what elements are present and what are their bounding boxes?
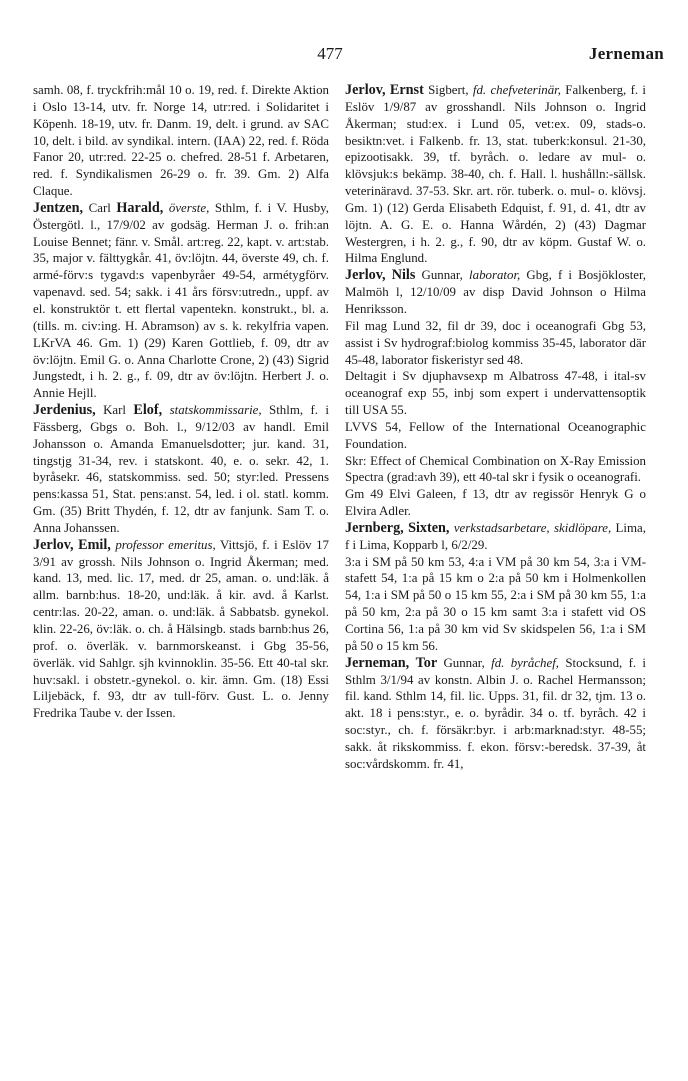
- entry-paragraph: Deltagit i Sv djuphavsexp m Albatross 47-48, i ital-sv oceanograf exp 55, inbj som expert i undervattensoptik till USA 55.: [345, 369, 646, 418]
- entry-callname: Elof,: [133, 402, 163, 419]
- entry-title-prefix: Sigbert,: [423, 83, 473, 97]
- entry-jerlov-ernst: [345, 82, 646, 267]
- entry-title-prefix: Gunnar,: [437, 655, 492, 670]
- entry-paragraph: 3:a i SM på 50 km 53, 4:a i VM på 30 km 54, 3:a i VM-stafett 54, 1:a på 15 km o 2:a på 50 km i Holmenkollen 54, 1:a i SM på 50 o 15 km 55, 2:a i SM på 30 km 55, 1:a på 50 km, 2:a på 30 o 15 km samt 3:a i stafett vid OS Cortina 56, 1:a på 30 km vid Sv skidspelen 56, 1:a i SM på 50 o 15 km 56.: [345, 554, 646, 653]
- entry-title-prefix: Gunnar,: [415, 268, 470, 283]
- entry-callname: Ernst: [389, 82, 424, 98]
- entry-text: samh. 08, f. tryckfrih:mål 10 o. 19, red. f. Direkte Aktion i Oslo 13-14, utv. fr. Norge 14, utr:red. i Solidaritet i Köpenh. 18-19, utv. fr. Danm. 19, delt. i grund. av SAC 10, delt. i bild. av syndikal. intern. (IAA) 22, red. f. Röda Fanor 20, utr:red. 22-25 o. chefred. 28-51 f. Arbetaren, red. f. Syndikalismen 26-29 o. fr. 39. Gm. 2) Alfa Claque.: [33, 83, 329, 199]
- entry-title: professor emeritus,: [110, 537, 216, 552]
- entry-callname: Emil,: [78, 536, 111, 553]
- entry-headword: Jerdenius,: [33, 402, 96, 419]
- entry-headword: Jentzen,: [33, 199, 84, 216]
- entry-jerneman: [345, 655, 646, 773]
- entry-text: Sthlm, f. i V. Husby, Östergötl. l., 17/9/02 av godsäg. Herman J. o. frih:an Louise Bennet; fänr. v. Smål. art:reg. 22, kapt. v. art:stab. 35, major v. fälttygkår. 41, öv:löjtn. 44, överste 49, ch. f. armé-förv:s tygavd:s vapenbyråer 49-54, armétygförv. vapenavd. sed. 54; sakk. i 41 års försv:utredn., uppf. av el. konstruktör t. ett flertal vapentekn. konstrukt., bl. a. (tills. m. civ:ing. H. Abramson) av s. k. rekylfria vapen. LKrVA 46. Gm. 1) (29) Karen Gottlieb, f. 09, dtr av öv:löjtn. Emil G. o. Anna Charlotte Crone, 2) (43) Sigrid Jungstedt, i h. 2. g., f. 09, dtr av öv:löjtn. Herbert J. o. Annie Hejll.: [33, 200, 330, 401]
- entry-title: statskommissarie,: [162, 403, 262, 418]
- entry-headword: Jernberg,: [345, 519, 404, 536]
- entry-headword: Jerlov,: [33, 536, 74, 553]
- entry-jentzen: [33, 200, 329, 402]
- entry-headword: Jerlov,: [345, 267, 386, 284]
- running-head: Jerneman: [588, 44, 664, 63]
- entry-paragraph: Skr: Effect of Chemical Combination on X-Ray Emission Spectra (grad:avh 39), ett 40-tal skr i fysik o oceanografi.: [345, 453, 646, 485]
- entry-title: laborator,: [469, 268, 521, 283]
- entry-headword: Jerlov,: [345, 82, 386, 98]
- left-column: [33, 82, 329, 722]
- entry-jernberg: [345, 520, 646, 554]
- entry-jerlov-emil: [33, 537, 329, 722]
- entry-continuation: [33, 82, 329, 200]
- entry-paragraph: Gm 49 Elvi Galeen, f 13, dtr av regissör Henryk G o Elvira Adler.: [345, 487, 646, 519]
- entry-callname: Harald,: [116, 199, 164, 216]
- entry-paragraph: LVVS 54, Fellow of the International Oceanographic Foundation.: [345, 419, 646, 451]
- entry-text: Sthlm, f. i Fässberg, Gbgs o. Boh. l., 9/12/03 av handl. Emil Johansson o. Amanda Emanuelsdotter; jur. kand. 31, tingstjg 31-34, rev. i statskont. 40, e. o. sekr. 42, 1. byråsekr. 46, statskommiss. sed. 50; styr:led. Pressens pens:kassa 51, Stat. pens:anst. 54, led. i ol. statl. komm. Gm. (35) Britt Thydén, f. 12, dtr av fanjunk. Sam T. o. Anna Johanssen.: [33, 403, 329, 535]
- entry-jerlov-nils: [345, 267, 646, 318]
- entry-text: Lima, f i Lima, Kopparb l, 6/2/29.: [345, 520, 646, 552]
- entry-headword: Jerneman,: [345, 654, 410, 671]
- entry-forenames: Carl: [83, 200, 117, 215]
- entry-callname: Tor: [415, 654, 438, 671]
- page-header: [0, 44, 688, 74]
- entry-paragraph: Fil mag Lund 32, fil dr 39, doc i oceanografi Gbg 53, assist i Sv hydrograf:biolog kommiss 35-45, laborator där 45-48, laborator fiskeristyr sed 48.: [345, 318, 646, 367]
- entry-title: fd. chefveterinär,: [472, 83, 561, 97]
- entry-title: verkstadsarbetare, skidlöpare,: [453, 520, 612, 535]
- entry-jerdenius: [33, 402, 329, 537]
- entry-text: Falkenberg, f. i Eslöv 1/9/87 av grosshandl. Nils Johnson o. Ingrid Åkerman; stud:ex. i Lund 05, vet:ex. 09, stads-o. besiktn:vet. i Falkenb. fr. 13, stat. tuberk:konsul. 21-30, epizootisakk. 39, tf. byråch. o. ledare av mul- o. klövsjuk:s bekämp. 38-40, ch. f. Hall. l. hushålln:-sällsk. veterinäravd. 37-53. Skr. art. rör. tuberk. o. mul- o. klövsj. Gm. 1) (12) Gerda Elisabeth Edquist, f. 91, d. 41, dtr av löjtn. A. G. E. o. Hanna Wårdén, 2) (43) Dagmar Westergren, i h. 2. g., f. 90, dtr av köpm. Gustaf W. o. Hilma Englund.: [345, 83, 646, 266]
- entry-text: Vittsjö, f. i Eslöv 17 3/91 av grossh. Nils Johnson o. Ingrid Åkerman; med. kand. 13, med. lic. 17, med. dr 25, aman. o. und:läk. å allm. barnb:hus. 18-20, und:läk. å kir. avd. å Karlst. centr:las. 20-22, aman. o. und:läk. å Sabbatsb. gynekol. klin. 22-26, öv:läk. o. ch. å Hälsingb. stads barnb:hus 26, prof. o. överläk. v. barnmorskeanst. i Gbg 35-56, överläk. vid Sahlgr. sjh kvinnoklin. 35-56. Ett 40-tal skr. huv:sakl. i obstetr.-gynekol. o. kir. ämn. Gm. (18) Essi Liljebäck, f. 93, dtr av tull-förv. Gust. L. o. Jenny Fredrika Taube v. der Issen.: [33, 537, 329, 721]
- entry-text: Stocksund, f. i Sthlm 3/1/94 av konstn. Albin J. o. Rachel Hermansson; fil. kand. Sthlm 14, fil. lic. Upps. 31, fil. dr 32, tjm. 13 o. akt. 18 i pens:styr., e. o. byrådir. 34 o. tf. byråch. 42 i soc:styr., ch. f. försäkr:byr. i arb:marknad:styr. 48-55; sakk. åt rikskommiss. f. ekon. försv:-beredsk. 37-39, åt soc:vårdskomm. fr. 41,: [345, 655, 646, 771]
- entry-title: överste,: [163, 200, 210, 215]
- page-number: 477: [317, 44, 343, 63]
- right-column: [345, 82, 646, 773]
- entry-text: Gbg, f i Bosjökloster, Malmöh l, 12/10/09 av disp David Johnson o Hilma Henriksson.: [345, 268, 646, 316]
- entry-callname: Nils: [391, 267, 416, 284]
- entry-title: fd. byråchef,: [491, 655, 560, 670]
- entry-forenames: Karl: [95, 403, 134, 418]
- entry-callname: Sixten,: [408, 519, 450, 536]
